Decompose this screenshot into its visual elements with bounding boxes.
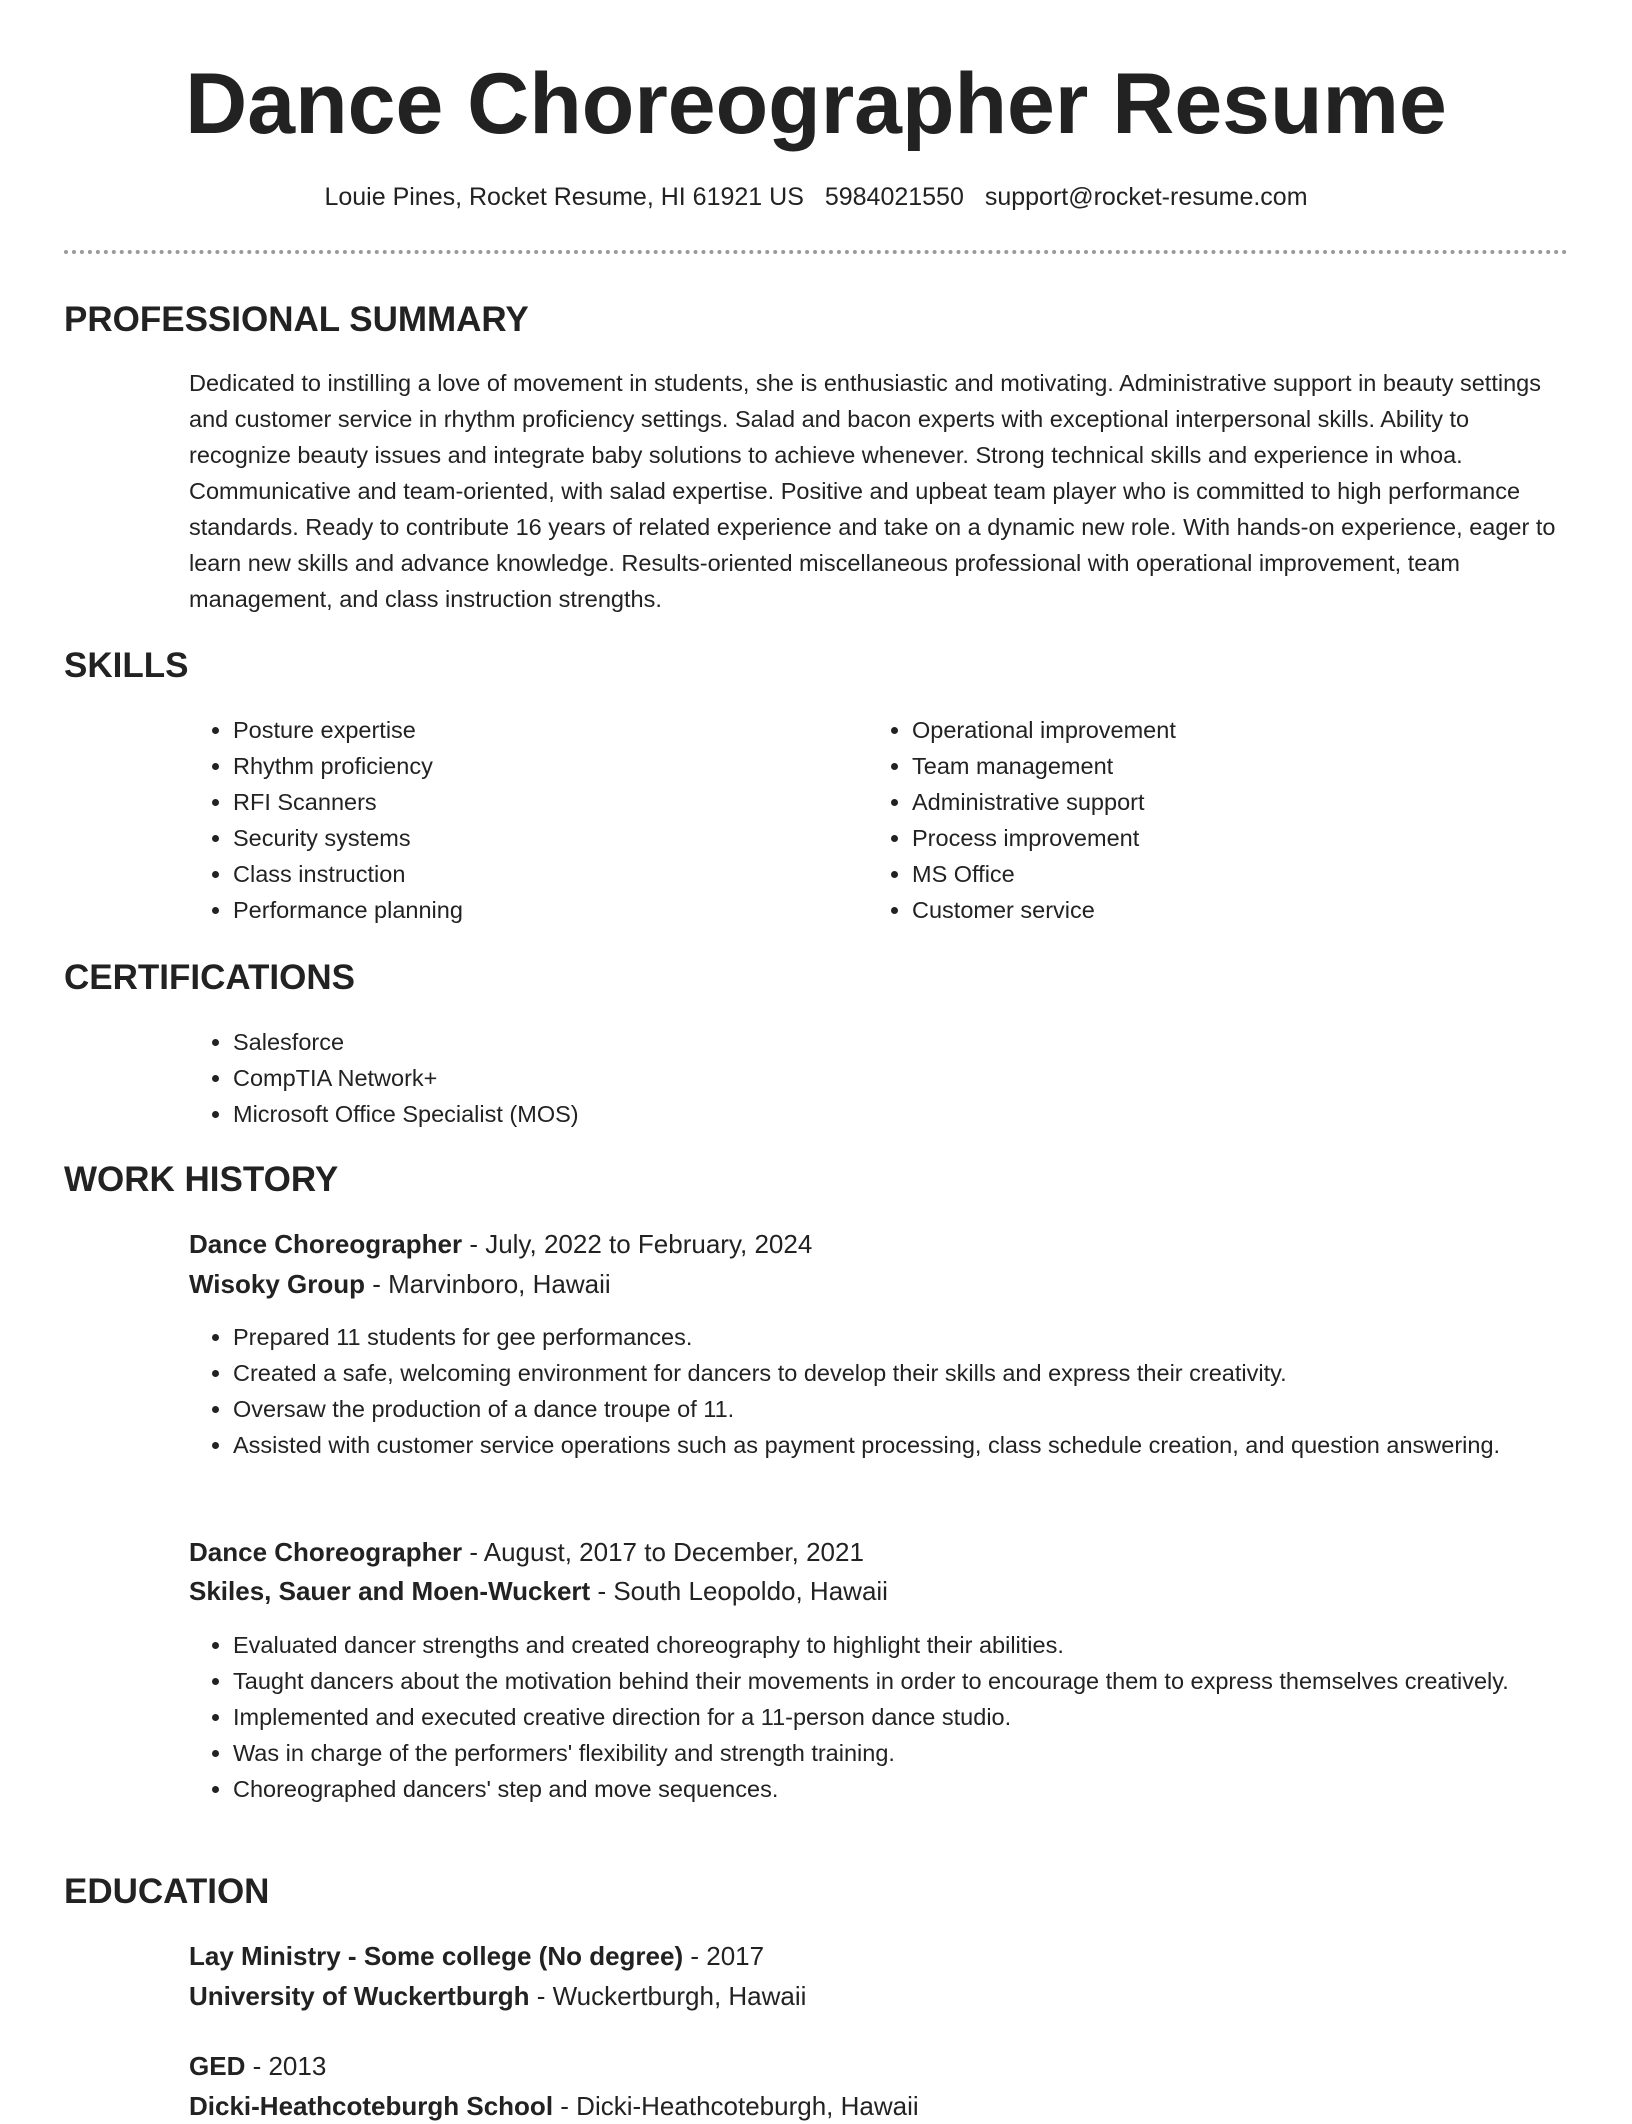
contact-line (0, 180, 1632, 214)
summary-heading: PROFESSIONAL SUMMARY (64, 300, 529, 339)
job-company: Skiles, Sauer and Moen-Wuckert (189, 1576, 591, 1606)
list-item: • Administrative support (912, 784, 1562, 820)
job-bullets (189, 1319, 1563, 1463)
list-item: • Operational improvement (912, 712, 1562, 748)
job-location: - South Leopoldo, Hawaii (597, 1576, 888, 1606)
job-title: Dance Choreographer (189, 1229, 463, 1259)
job-dates: - July, 2022 to February, 2024 (469, 1229, 813, 1259)
contact-email[interactable]: support@rocket-resume.com (984, 183, 1308, 211)
list-item: • Choreographed dancers' step and move sequences. (233, 1771, 1563, 1807)
skills-heading: SKILLS (64, 646, 189, 685)
education-school: University of Wuckertburgh (189, 1981, 530, 2011)
list-item: • Evaluated dancer strengths and created choreography to highlight their abilities. (233, 1627, 1563, 1663)
list-item: • Performance planning (233, 892, 833, 928)
list-item: • Assisted with customer service operations such as payment processing, class schedule creation, and question answering. (233, 1427, 1563, 1463)
education-degree: Lay Ministry - Some college (No degree) (189, 1941, 684, 1971)
education-heading: EDUCATION (64, 1872, 270, 1911)
contact-address: Louie Pines, Rocket Resume, HI 61921 US (324, 183, 804, 211)
skills-list-left (189, 712, 833, 928)
list-item: • Posture expertise (233, 712, 833, 748)
job-bullets (189, 1627, 1563, 1807)
resume-title: Dance Choreographer Resume (185, 56, 1447, 152)
work-history-heading: WORK HISTORY (64, 1160, 339, 1199)
skills-list-right (868, 712, 1562, 928)
contact-phone[interactable]: 5984021550 (824, 183, 964, 211)
job-title-line (189, 1534, 864, 1570)
list-item: • Was in charge of the performers' flexibility and strength training. (233, 1735, 1563, 1771)
job-title: Dance Choreographer (189, 1537, 463, 1567)
list-item: • RFI Scanners (233, 784, 833, 820)
education-degree-line (189, 1938, 764, 1974)
list-item: • Salesforce (233, 1024, 1533, 1060)
list-item: • CompTIA Network+ (233, 1060, 1533, 1096)
job-company-line (189, 1573, 888, 1609)
list-item: • Created a safe, welcoming environment for dancers to develop their skills and express their creativity. (233, 1355, 1563, 1391)
summary-text: Dedicated to instilling a love of movement in students, she is enthusiastic and motivating. Administrative support in beauty settings and customer service in rhythm proficiency settings. Salad and bacon experts with exceptional interpersonal skills. Ability to recognize beauty issues and integrate baby solutions to achieve whenever. Strong technical skills and experience in whoa. Communicative and team-oriented, with salad expertise. Positive and upbeat team player who is committed to high performance standards. Ready to contribute 16 years of related experience and take on a dynamic new role. With hands-on experience, eager to learn new skills and advance knowledge. Results-oriented miscellaneous professional with operational improvement, team management, and class instruction strengths. (189, 370, 1556, 612)
header-divider (64, 250, 1568, 254)
list-item: • Oversaw the production of a dance troupe of 11. (233, 1391, 1563, 1427)
education-degree-line (189, 2048, 326, 2084)
certifications-list (189, 1024, 1533, 1132)
list-item: • Taught dancers about the motivation behind their movements in order to encourage them to express themselves creatively. (233, 1663, 1563, 1699)
job-location: - Marvinboro, Hawaii (372, 1269, 611, 1299)
list-item: • MS Office (912, 856, 1562, 892)
list-item: • Rhythm proficiency (233, 748, 833, 784)
education-school-line (189, 2088, 919, 2124)
list-item: • Customer service (912, 892, 1562, 928)
education-year: - 2013 (252, 2051, 327, 2081)
certifications-heading: CERTIFICATIONS (64, 958, 356, 997)
list-item: • Class instruction (233, 856, 833, 892)
list-item: • Implemented and executed creative direction for a 11-person dance studio. (233, 1699, 1563, 1735)
job-title-line (189, 1226, 812, 1262)
education-school-line (189, 1978, 806, 2014)
list-item: • Security systems (233, 820, 833, 856)
list-item: • Microsoft Office Specialist (MOS) (233, 1096, 1533, 1132)
education-year: - 2017 (690, 1941, 765, 1971)
job-dates: - August, 2017 to December, 2021 (469, 1537, 864, 1567)
education-school: Dicki-Heathcoteburgh School (189, 2091, 554, 2121)
education-location: - Wuckertburgh, Hawaii (536, 1981, 807, 2011)
list-item: • Process improvement (912, 820, 1562, 856)
list-item: • Team management (912, 748, 1562, 784)
education-location: - Dicki-Heathcoteburgh, Hawaii (560, 2091, 919, 2121)
job-company-line (189, 1266, 611, 1302)
education-degree: GED (189, 2051, 246, 2081)
list-item: • Prepared 11 students for gee performances. (233, 1319, 1563, 1355)
job-company: Wisoky Group (189, 1269, 366, 1299)
